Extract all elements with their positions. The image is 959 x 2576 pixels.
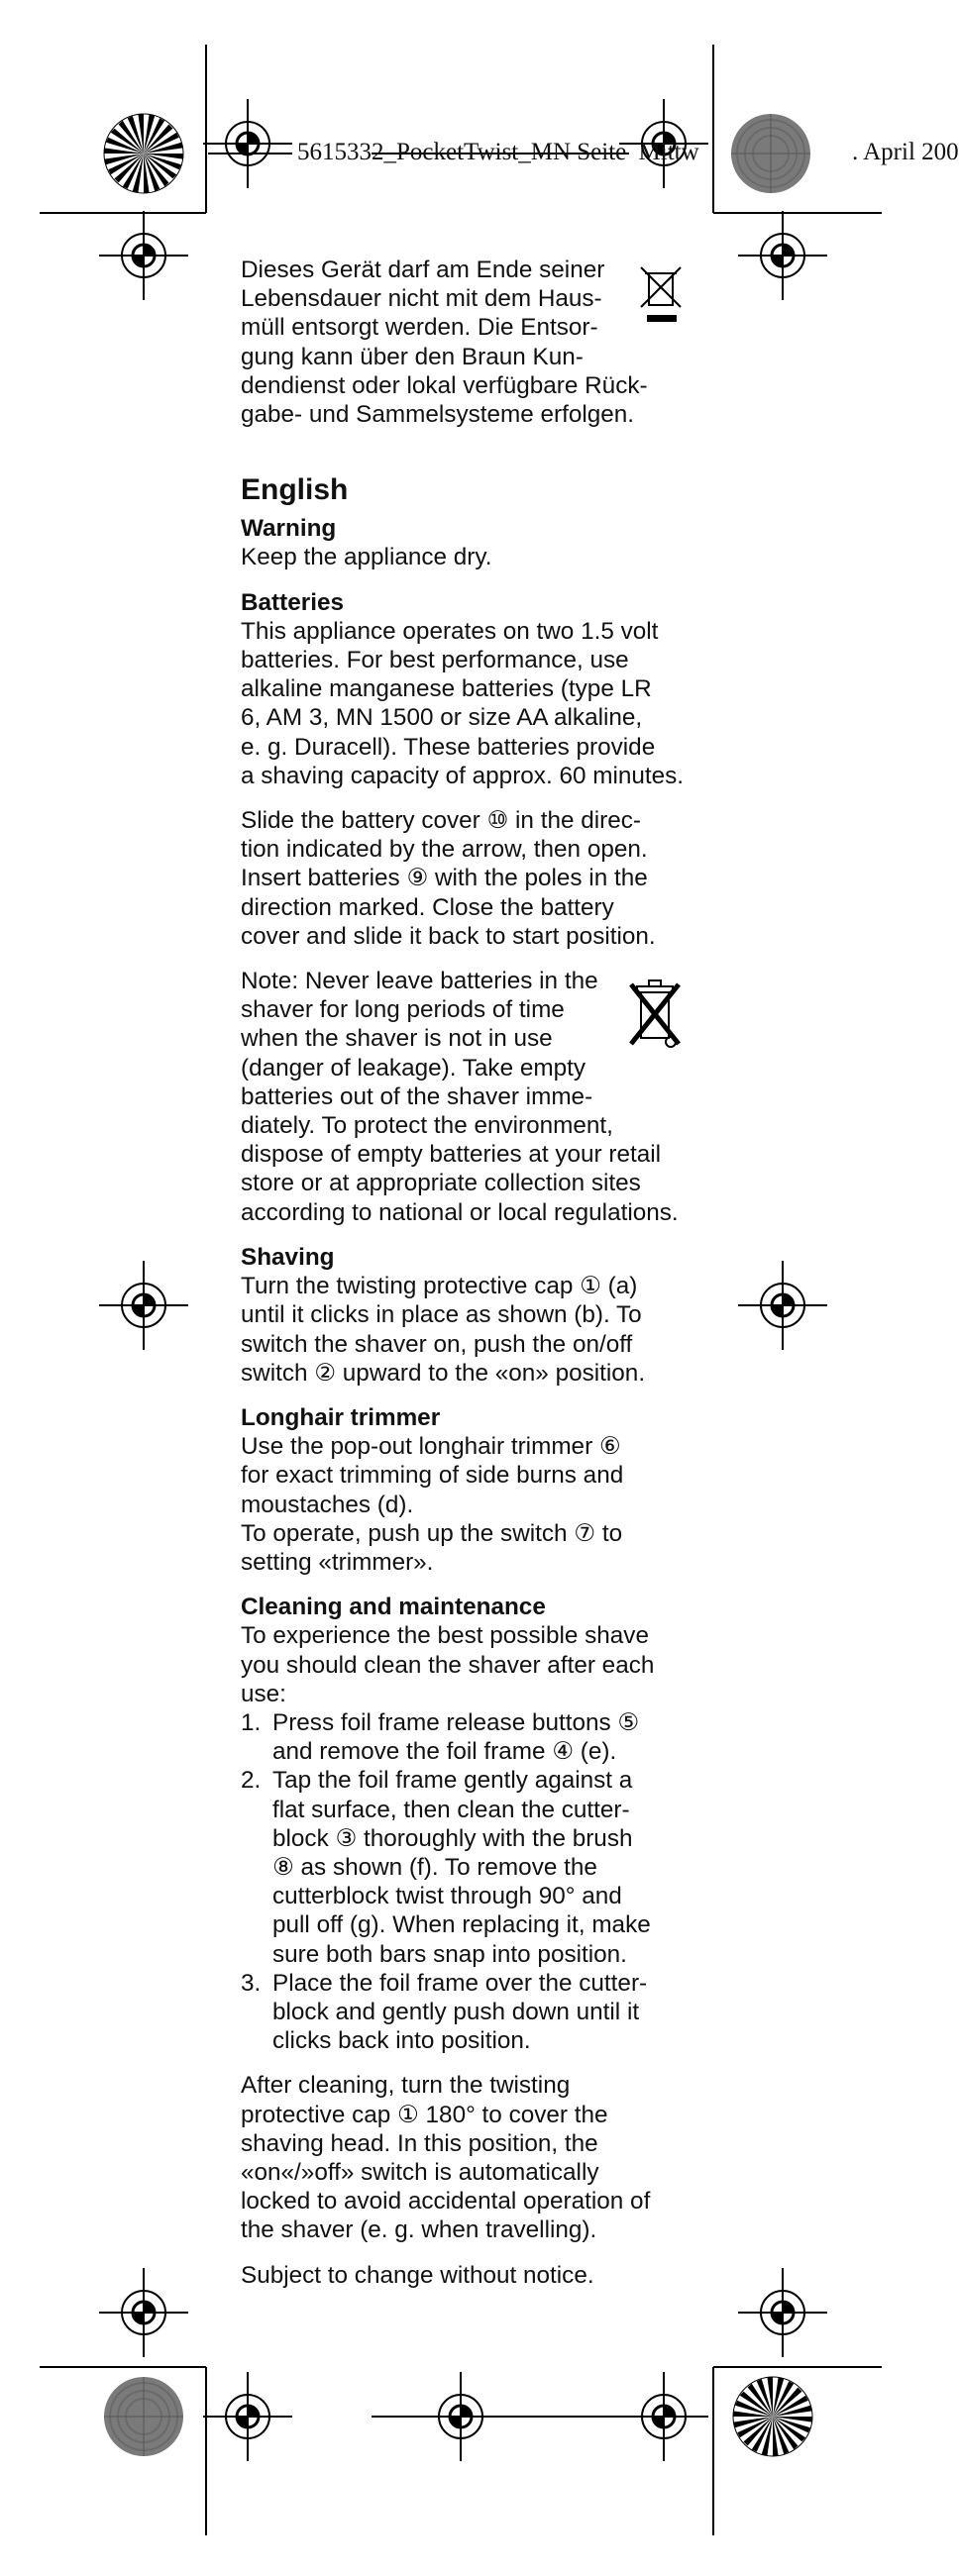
text-line: To experience the best possible shave <box>241 1622 649 1650</box>
list-item <box>241 1708 687 1766</box>
cleaning-steps <box>241 1708 687 2055</box>
text-line: pull off (g). When replacing it, make <box>272 1911 651 1939</box>
text-line: store or at appropriate collection sites <box>241 1170 641 1197</box>
batteries-para-3 <box>241 967 687 1227</box>
crossed-bin-icon <box>637 261 687 323</box>
batteries-section <box>241 588 687 1227</box>
text-line: setting «trimmer». <box>241 1548 434 1576</box>
step-number: 2. <box>241 1767 262 1795</box>
text-line: ⑧ as shown (f). To remove the <box>272 1853 597 1881</box>
text-line: After cleaning, turn the twisting <box>241 2072 571 2100</box>
text-line: switch the shaver on, push the on/off <box>241 1330 633 1358</box>
text-line: Press foil frame release buttons ⑤ <box>272 1708 640 1736</box>
file-reference: 5615332_PocketTwist_MN Seite <box>297 139 627 165</box>
warning-heading: Warning <box>241 515 337 543</box>
text-line: a shaving capacity of approx. 60 minutes. <box>241 762 685 789</box>
text-line: sure both bars snap into position. <box>272 1940 627 1968</box>
text-line: when the shaver is not in use <box>241 1025 553 1053</box>
text-line: «on«/»off» switch is automatically <box>241 2158 599 2186</box>
text-line: tion indicated by the arrow, then open. <box>241 836 648 864</box>
text-line: locked to avoid accidental operation of <box>241 2188 651 2215</box>
text-line: for exact trimming of side burns and <box>241 1462 624 1490</box>
text-line: protective cap ① 180° to cover the <box>241 2101 608 2128</box>
text-line: alkaline manganese batteries (type LR <box>241 675 652 703</box>
text-line: (danger of leakage). Take empty <box>241 1054 586 1082</box>
text-line: flat surface, then clean the cutter- <box>272 1796 630 1823</box>
text-line: Use the pop-out longhair trimmer ⑥ <box>241 1433 621 1461</box>
cleaning-section <box>241 1593 687 2055</box>
step-number: 3. <box>241 1969 262 1997</box>
text-line: diately. To protect the environment, <box>241 1112 613 1140</box>
text-line: To operate, push up the switch ⑦ to <box>241 1519 623 1547</box>
text-line: and remove the foil frame ④ (e). <box>272 1738 617 1766</box>
text-line: gabe- und Sammelsysteme erfolgen. <box>241 401 635 429</box>
text-line: cutterblock twist through 90° and <box>272 1883 622 1910</box>
text-line: moustaches (d). <box>241 1491 414 1518</box>
text-line: use: <box>241 1680 286 1707</box>
after-cleaning-para <box>241 2071 687 2244</box>
text-line: Dieses Gerät darf am Ende seiner <box>241 257 605 283</box>
step-number: 1. <box>241 1708 262 1736</box>
warning-text: Keep the appliance dry. <box>241 544 492 571</box>
text-line: Insert batteries ⑨ with the poles in the <box>241 865 648 892</box>
trimmer-section <box>241 1403 687 1577</box>
shaving-heading: Shaving <box>241 1243 335 1271</box>
text-line: cover and slide it back to start position. <box>241 922 656 950</box>
text-line: Note: Never leave batteries in the <box>241 968 598 995</box>
text-line: block and gently push down until it <box>272 1998 640 2025</box>
text-line: müll entsorgt werden. Die Entsor- <box>241 314 598 342</box>
text-line: 6, AM 3, MN 1500 or size AA alkaline, <box>241 704 643 732</box>
header-date: . April 200 <box>852 139 959 165</box>
text-line: Turn the twisting protective cap ① (a) <box>241 1273 638 1300</box>
batteries-para-2 <box>241 806 687 951</box>
text-line: the shaver (e. g. when travelling). <box>241 2216 597 2244</box>
text-line: e. g. Duracell). These batteries provide <box>241 733 656 761</box>
text-line: dendienst oder lokal verfügbare Rück- <box>241 371 648 399</box>
section-title-english: English <box>241 473 349 507</box>
text-line: dispose of empty batteries at your retail <box>241 1141 662 1169</box>
battery-bin-icon <box>627 975 687 1064</box>
text-line: switch ② upward to the «on» position. <box>241 1359 646 1387</box>
trimmer-heading: Longhair trimmer <box>241 1403 441 1431</box>
shaving-section <box>241 1243 687 1388</box>
text-line: Tap the foil frame gently against a <box>272 1767 633 1795</box>
print-header <box>297 139 959 166</box>
change-notice: Subject to change without notice. <box>241 2261 594 2289</box>
batteries-heading: Batteries <box>241 588 344 616</box>
warning-section <box>241 514 687 571</box>
text-line: This appliance operates on two 1.5 volt <box>241 617 659 645</box>
cleaning-heading: Cleaning and maintenance <box>241 1594 546 1621</box>
text-line: Lebensdauer nicht mit dem Haus- <box>241 285 602 313</box>
text-line: until it clicks in place as shown (b). To <box>241 1301 642 1329</box>
text-line: clicks back into position. <box>272 2027 531 2055</box>
batteries-para-1 <box>241 617 687 790</box>
text-line: gung kann über den Braun Kun- <box>241 343 584 370</box>
german-disposal <box>241 256 687 429</box>
text-line: Place the foil frame over the cutter- <box>272 1969 648 1997</box>
text-line: batteries out of the shaver imme- <box>241 1082 593 1110</box>
text-line: block ③ thoroughly with the brush <box>272 1824 633 1852</box>
header-mid: Mittw <box>638 139 699 165</box>
text-line: you should clean the shaver after each <box>241 1651 655 1679</box>
text-line: according to national or local regulations. <box>241 1198 679 1226</box>
list-item <box>241 1969 687 2056</box>
text-line: direction marked. Close the battery <box>241 893 614 921</box>
text-line: shaving head. In this position, the <box>241 2129 598 2157</box>
text-line: batteries. For best performance, use <box>241 647 629 674</box>
list-item <box>241 1766 687 1968</box>
text-line: shaver for long periods of time <box>241 996 565 1024</box>
text-line: Slide the battery cover ⑩ in the direc- <box>241 807 641 835</box>
document-body <box>241 256 687 2290</box>
